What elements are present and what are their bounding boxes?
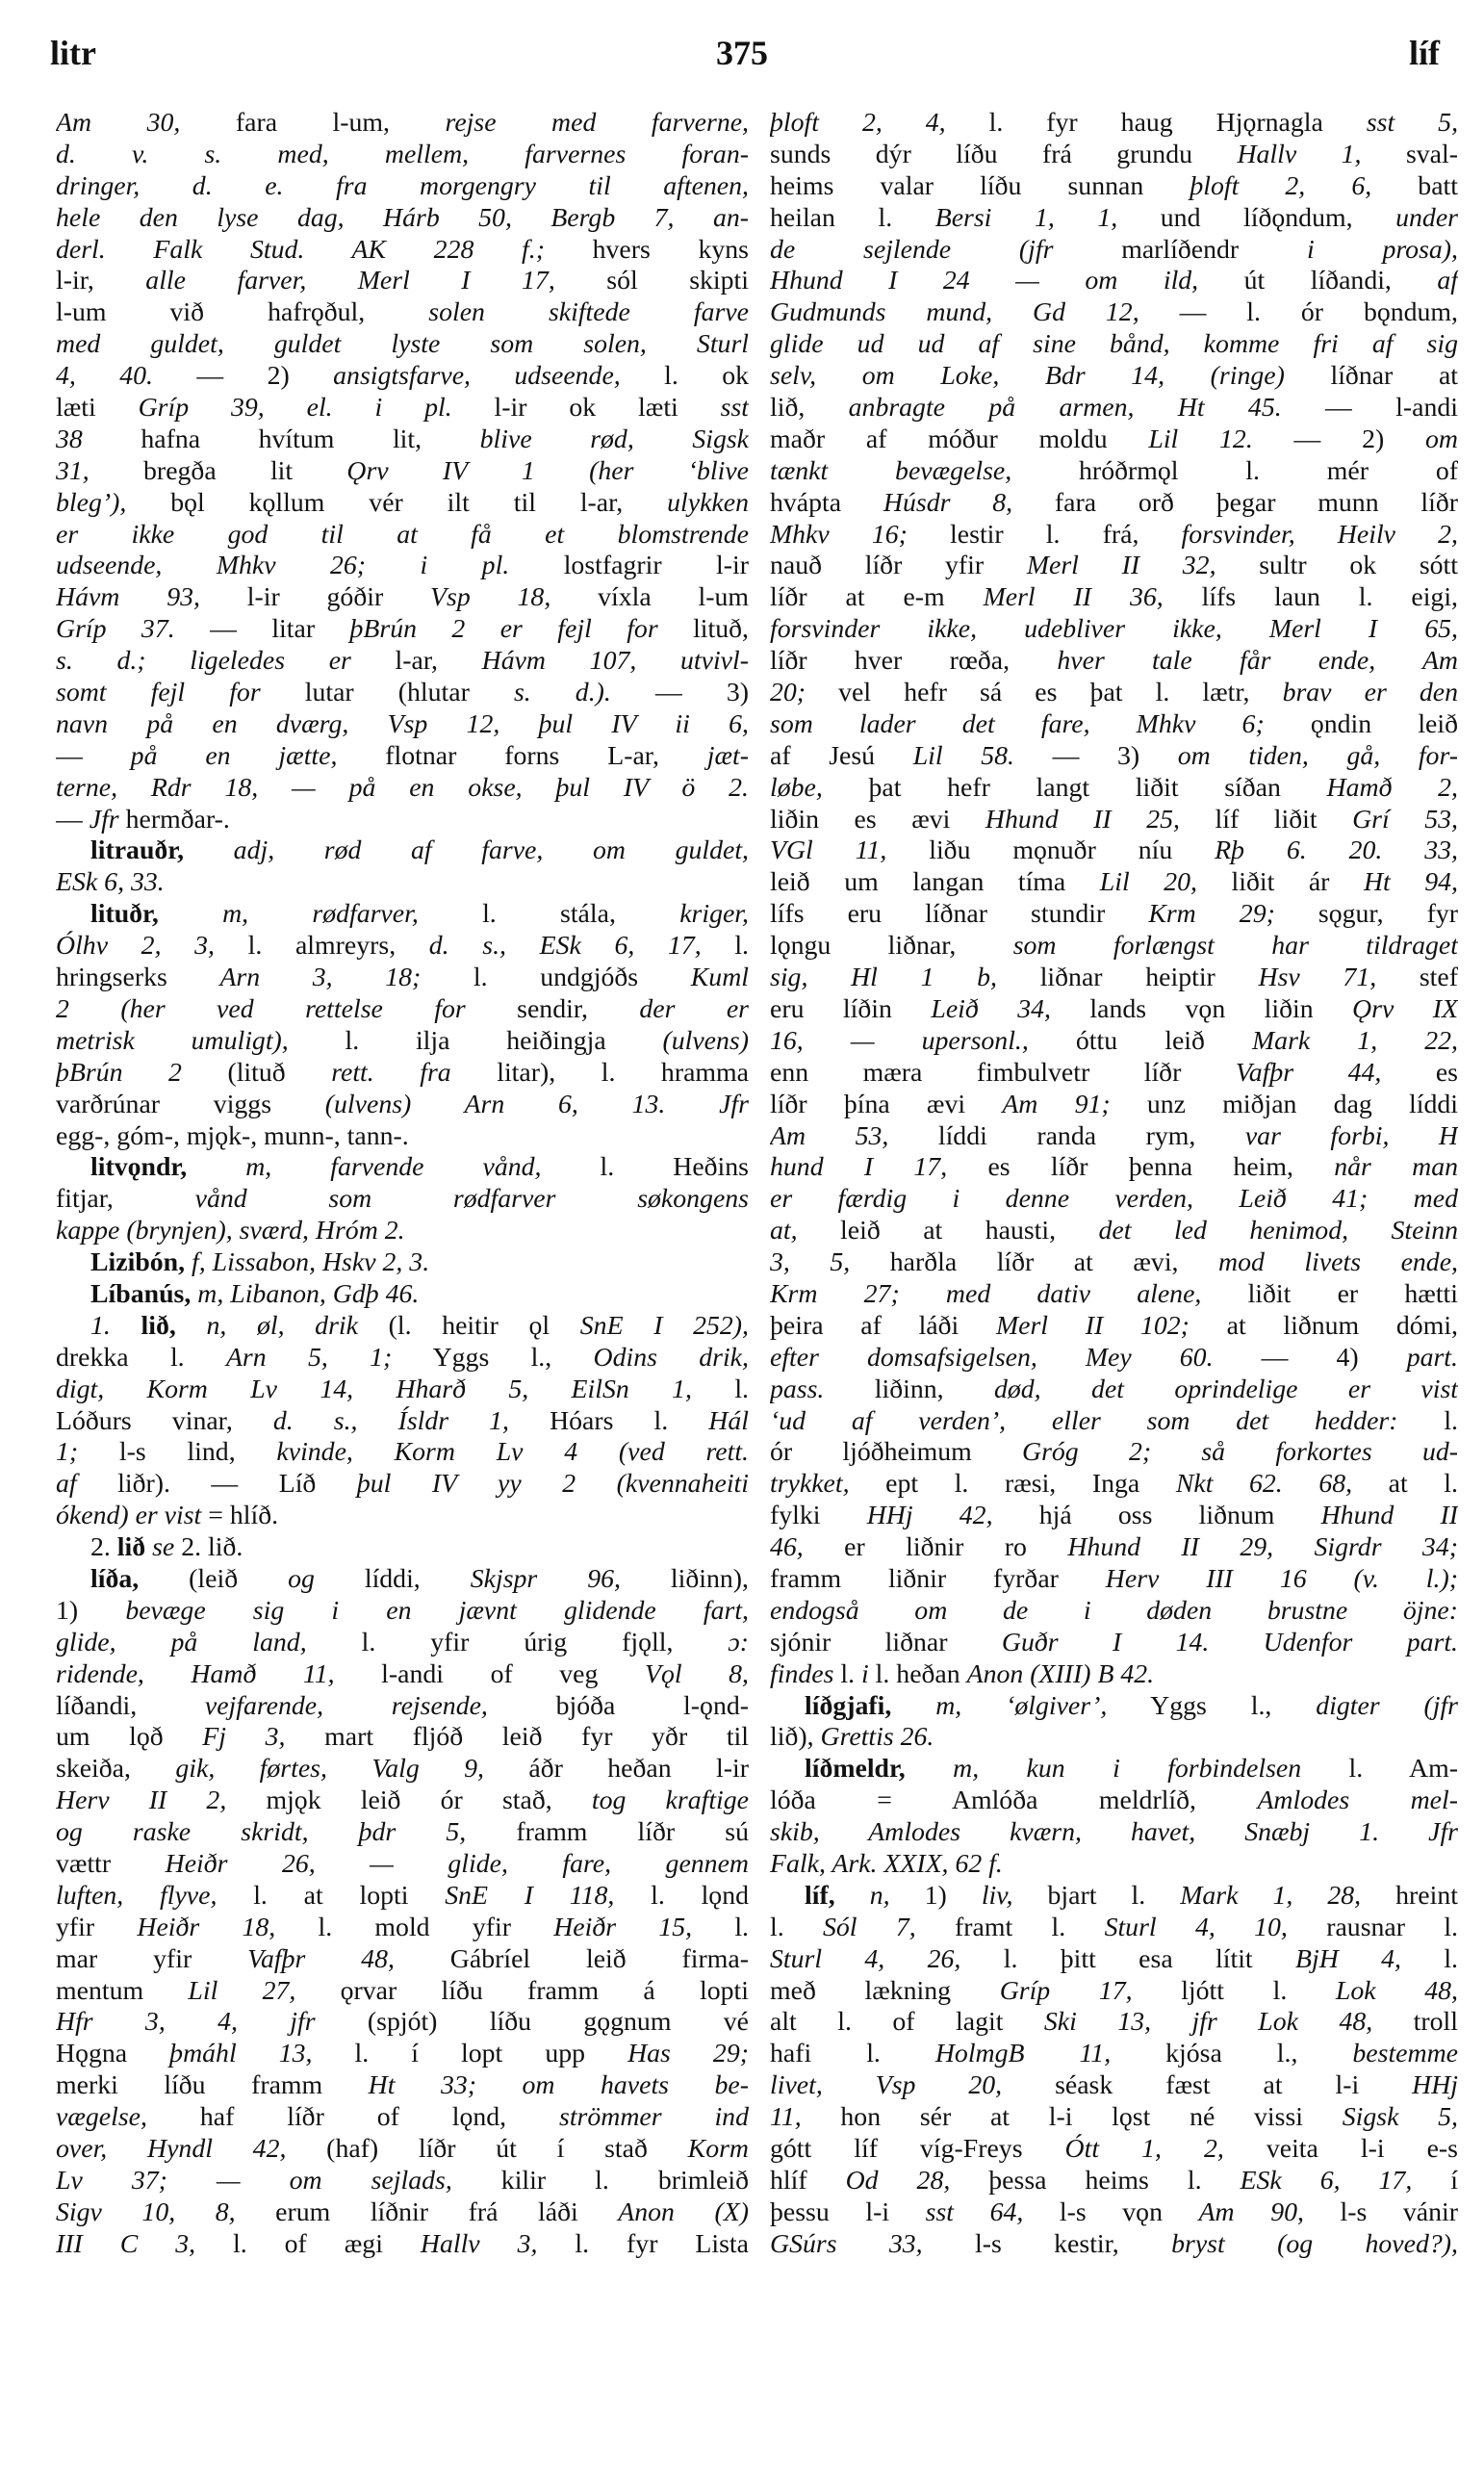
text-line: Hfr 3, 4, jfr (spjót) líðu gǫgnum vé	[56, 2007, 749, 2038]
text-line: løbe, þat hefr langt liðit síðan Hamð 2,	[770, 772, 1458, 803]
text-line: Sigv 10, 8, erum líðnir frá láði Anon (X)	[56, 2196, 749, 2227]
text-line: Lóðurs vinar, d. s., Ísldr 1, Hóars l. Hál	[56, 1405, 749, 1436]
text-line: Mhkv 16; lestir l. frá, forsvinder, Heilv 2,	[770, 519, 1458, 550]
text-line: er færdig i denne verden, Leið 41; med	[770, 1184, 1458, 1215]
text-line: nauð líðr yfir Merl II 32, sultr ok sótt	[770, 551, 1458, 581]
text-line: s. d.; ligeledes er l-ar, Hávm 107, utvivl-	[56, 646, 749, 677]
text-line: hund I 17, es líðr þenna heim, når man	[770, 1152, 1458, 1183]
text-line: livet, Vsp 20, séask fæst at l-i HHj	[770, 2070, 1458, 2101]
text-line: — på en jætte, flotnar forns L-ar, jæt-	[56, 740, 749, 771]
text-line: líf, n, 1) liv, bjart l. Mark 1, 28, hreint	[805, 1880, 1458, 1911]
text-line: Falk, Ark. XXIX, 62 f.	[770, 1848, 1003, 1879]
text-line: 11, hon sér at l-i lǫst né vissi Sigsk 5,	[770, 2102, 1458, 2133]
text-line: sjónir liðnar Guðr I 14. Udenfor part.	[770, 1627, 1458, 1657]
text-line: þBrún 2 (lituð rett. fra litar), l. hramma	[56, 1057, 749, 1088]
right-column	[770, 108, 1458, 2261]
text-line: vægelse, haf líðr of lǫnd, strömmer ind	[56, 2102, 749, 2133]
text-line: trykket, ept l. ræsi, Inga Nkt 62. 68, at l.	[770, 1469, 1458, 1500]
text-line: — Jfr hermðar-.	[56, 804, 230, 835]
text-line: l-ir, alle farver, Merl I 17, sól skipti	[56, 266, 749, 296]
text-line: metrisk umuligt), l. ilja heiðingja (ulvens)	[56, 1025, 749, 1056]
text-line: ókend) er vist = hlíð.	[56, 1501, 279, 1531]
text-line: varðrúnar viggs (ulvens) Arn 6, 13. Jfr	[56, 1089, 749, 1119]
text-line: um lǫð Fj 3, mart fljóð leið fyr yðr til	[56, 1722, 749, 1753]
text-line: pass. liðinn, død, det oprindelige er vist	[770, 1374, 1458, 1404]
text-line: þessu l-i sst 64, l-s vǫn Am 90, l-s vánir	[770, 2196, 1458, 2227]
page-header	[38, 33, 1446, 81]
text-line: litrauðr, adj, rød af farve, om guldet,	[90, 835, 749, 866]
page-number: 375	[716, 34, 768, 72]
text-line: þloft 2, 4, l. fyr haug Hjǫrnagla sst 5,	[770, 108, 1458, 138]
text-line: Am 30, fara l-um, rejse med farverne,	[56, 108, 749, 138]
text-line: dringer, d. e. fra morgengry til aftenen,	[56, 170, 749, 201]
text-line: alt l. of lagit Ski 13, jfr Lok 48, troll	[770, 2007, 1458, 2038]
text-line: egg-, góm-, mjǫk-, munn-, tann-.	[56, 1120, 409, 1151]
text-line: af Jesú Lil 58. — 3) om tiden, gå, for-	[770, 740, 1458, 771]
text-line: navn på en dværg, Vsp 12, þul IV ii 6,	[56, 708, 749, 739]
text-line: lituðr, m, rødfarver, l. stála, kriger,	[90, 899, 749, 930]
text-line: 20; vel hefr sá es þat l. lætr, brav er den	[770, 678, 1458, 708]
text-line: með lækning Gríp 17, ljótt l. Lok 48,	[770, 1975, 1458, 2006]
text-line: 3, 5, harðla líðr at ævi, mod livets ende,	[770, 1247, 1458, 1278]
text-line: Lv 37; — om sejlads, kilir l. brimleið	[56, 2165, 749, 2196]
text-line: Herv II 2, mjǫk leið ór stað, tog kraftige	[56, 1785, 749, 1816]
text-line: glide ud ud af sine bånd, komme fri af sig	[770, 329, 1458, 360]
text-line: de sejlende (jfr marlíðendr i prosa),	[770, 234, 1458, 265]
text-line: heims valar líðu sunnan þloft 2, 6, batt	[770, 170, 1458, 201]
text-line: somt fejl for lutar (hlutar s. d.). — 3)	[56, 678, 749, 708]
text-line: líðandi, vejfarende, rejsende, bjóða l-ǫnd-	[56, 1690, 749, 1721]
text-line: enn mæra fimbulvetr líðr Vafþr 44, es	[770, 1057, 1458, 1088]
text-line: læti Gríp 39, el. i pl. l-ir ok læti sst	[56, 393, 749, 424]
text-line: digt, Korm Lv 14, Hharð 5, EilSn 1, l.	[56, 1374, 749, 1404]
text-line: lóða = Amlóða meldrlíð, Amlodes mel-	[770, 1785, 1458, 1816]
text-line: ridende, Hamð 11, l-andi of veg Vǫl 8,	[56, 1658, 749, 1689]
text-line: líðr hver rœða, hver tale får ende, Am	[770, 646, 1458, 677]
text-line: lið, anbragte på armen, Ht 45. — l-andi	[770, 393, 1458, 424]
text-line: af liðr). — Líð þul IV yy 2 (kvennaheiti	[56, 1469, 749, 1500]
text-line: lið), Grettis 26.	[770, 1722, 934, 1753]
text-line: som lader det fare, Mhkv 6; ǫndin leið	[770, 708, 1458, 739]
text-line: Lizibón, f, Lissabon, Hskv 2, 3.	[90, 1247, 430, 1278]
text-line: sig, Hl 1 b, liðnar heiptir Hsv 71, stef	[770, 963, 1458, 993]
text-line: líða, (leið og líddi, Skjspr 96, liðinn),	[90, 1563, 749, 1594]
text-line: VGl 11, liðu mǫnuðr níu Rþ 6. 20. 33,	[770, 835, 1458, 866]
text-line: vættr Heiðr 26, — glide, fare, gennem	[56, 1848, 749, 1879]
text-line: þeira af láði Merl II 102; at liðnum dómi,	[770, 1310, 1458, 1341]
text-line: selv, om Loke, Bdr 14, (ringe) líðnar at	[770, 361, 1458, 392]
text-line: kappe (brynjen), sværd, Hróm 2.	[56, 1216, 405, 1246]
text-line: hafi l. HolmgB 11, kjósa l., bestemme	[770, 2039, 1458, 2069]
text-line: III C 3, l. of ægi Hallv 3, l. fyr Lista	[56, 2228, 749, 2259]
text-line: GSúrs 33, l-s kestir, bryst (og hoved?),	[770, 2228, 1458, 2259]
text-line: 16, — upersonl., óttu leið Mark 1, 22,	[770, 1025, 1458, 1056]
text-line: lífs eru líðnar stundir Krm 29; sǫgur, fyr	[770, 899, 1458, 930]
text-line: Krm 27; med dativ alene, liðit er hætti	[770, 1278, 1458, 1309]
header-right-guideword: líf	[1409, 34, 1440, 72]
text-line: maðr af móður moldu Lil 12. — 2) om	[770, 424, 1458, 454]
text-line: d. v. s. med, mellem, farvernes foran-	[56, 139, 749, 169]
text-line: eru líðin Leið 34, lands vǫn liðin Ǫrv IX	[770, 993, 1458, 1024]
text-line: Hǫgna þmáhl 13, l. í lopt upp Has 29;	[56, 2039, 749, 2069]
text-line: hringserks Arn 3, 18; l. undgjóðs Kuml	[56, 963, 749, 993]
text-line: Hhund I 24 — om ild, út líðandi, af	[770, 266, 1458, 296]
text-line: hlíf Od 28, þessa heims l. ESk 6, 17, í	[770, 2165, 1458, 2196]
text-line: efter domsafsigelsen, Mey 60. — 4) part.	[770, 1342, 1458, 1373]
text-line: Gríp 37. — litar þBrún 2 er fejl for lituð,	[56, 614, 749, 645]
text-line: líðgjafi, m, ‘ølgiver’, Yggs l., digter (jfr	[805, 1690, 1458, 1721]
text-line: fylki HHj 42, hjá oss liðnum Hhund II	[770, 1501, 1458, 1531]
text-line: forsvinder ikke, udebliver ikke, Merl I 65,	[770, 614, 1458, 645]
text-line: gótt líf víg-Freys Ótt 1, 2, veita l-i e-s	[770, 2134, 1458, 2164]
text-line: luften, flyve, l. at lopti SnE I 118, l. lǫnd	[56, 1880, 749, 1911]
text-line: Líbanús, m, Libanon, Gdþ 46.	[90, 1278, 420, 1309]
text-line: derl. Falk Stud. AK 228 f.; hvers kyns	[56, 234, 749, 265]
text-line: bleg’), bǫl kǫllum vér ilt til l-ar, ulykken	[56, 487, 749, 518]
text-line: fitjar, vånd som rødfarver søkongens	[56, 1184, 749, 1215]
text-line: udseende, Mhkv 26; i pl. lostfagrir l-ir	[56, 551, 749, 581]
text-line: 2. lið se 2. lið.	[90, 1532, 243, 1563]
text-line: mar yfir Vafþr 48, Gábríel leið firma-	[56, 1943, 749, 1974]
text-line: 31, bregða lit Ǫrv IV 1 (her ‘blive	[56, 455, 749, 486]
text-line: lǫngu liðnar, som forlængst har tildraget	[770, 931, 1458, 962]
text-line: yfir Heiðr 18, l. mold yfir Heiðr 15, l.	[56, 1912, 749, 1942]
text-line: 38 hafna hvítum lit, blive rød, Sigsk	[56, 424, 749, 454]
text-line: glide, på land, l. yfir úrig fjǫll, ɔ:	[56, 1627, 749, 1657]
text-line: merki líðu framm Ht 33; om havets be-	[56, 2070, 749, 2101]
text-line: Gudmunds mund, Gd 12, — l. ór bǫndum,	[770, 297, 1458, 328]
text-line: drekka l. Arn 5, 1; Yggs l., Odins drik,	[56, 1342, 749, 1373]
text-line: líðmeldr, m, kun i forbindelsen l. Am-	[805, 1754, 1458, 1785]
text-line: 1. lið, n, øl, drik (l. heitir ǫl SnE I 252),	[90, 1310, 749, 1341]
text-line: skib, Amlodes kværn, havet, Snæbj 1. Jfr	[770, 1817, 1458, 1848]
text-line: findes l. i l. heðan Anon (XIII) B 42.	[770, 1658, 1155, 1689]
text-line: Hávm 93, l-ir góðir Vsp 18, víxla l-um	[56, 582, 749, 613]
text-line: Am 53, líddi randa rym, var forbi, H	[770, 1120, 1458, 1151]
text-line: hele den lyse dag, Hárb 50, Bergb 7, an-	[56, 202, 749, 233]
text-line: leið um langan tíma Lil 20, liðit ár Ht 94,	[770, 867, 1458, 898]
text-line: 46, er liðnir ro Hhund II 29, Sigrdr 34;	[770, 1532, 1458, 1563]
text-line: endogså om de i døden brustne öjne:	[770, 1595, 1458, 1626]
text-line: terne, Rdr 18, — på en okse, þul IV ö 2.	[56, 772, 749, 803]
text-line: 4, 40. — 2) ansigtsfarve, udseende, l. ok	[56, 361, 749, 392]
text-line: ór ljóðheimum Gróg 2; så forkortes ud-	[770, 1437, 1458, 1468]
text-line: heilan l. Bersi 1, 1, und líðǫndum, under	[770, 202, 1458, 233]
text-line: líðr at e-m Merl II 36, lífs laun l. eigi,	[770, 582, 1458, 613]
text-line: tænkt bevægelse, hróðrmǫl l. mér of	[770, 455, 1458, 486]
header-left-guideword: litr	[50, 34, 96, 72]
text-line: Sturl 4, 26, l. þitt esa lítit BjH 4, l.	[770, 1943, 1458, 1974]
text-line: 2 (her ved rettelse for sendir, der er	[56, 993, 749, 1024]
text-line: og raske skridt, þdr 5, framm líðr sú	[56, 1817, 749, 1848]
text-line: mentum Lil 27, ǫrvar líðu framm á lopti	[56, 1975, 749, 2006]
text-line: l-um við hafrǫðul, solen skiftede farve	[56, 297, 749, 328]
text-line: over, Hyndl 42, (haf) líðr út í stað Korm	[56, 2134, 749, 2164]
text-line: 1) bevæge sig i en jævnt glidende fart,	[56, 1595, 749, 1626]
text-line: hvápta Húsdr 8, fara orð þegar munn líðr	[770, 487, 1458, 518]
text-line: sunds dýr líðu frá grundu Hallv 1, sval-	[770, 139, 1458, 169]
text-line: skeiða, gik, førtes, Valg 9, áðr heðan l-ir	[56, 1754, 749, 1785]
text-line: liðin es ævi Hhund II 25, líf liðit Grí 53,	[770, 804, 1458, 835]
text-line: med guldet, guldet lyste som solen, Sturl	[56, 329, 749, 360]
text-line: litvǫndr, m, farvende vånd, l. Heðins	[90, 1152, 749, 1183]
text-line: framm liðnir fyrðar Herv III 16 (v. l.);	[770, 1563, 1458, 1594]
left-column	[56, 108, 749, 2261]
text-line: líðr þína ævi Am 91; unz miðjan dag líddi	[770, 1089, 1458, 1119]
text-line: Ólhv 2, 3, l. almreyrs, d. s., ESk 6, 17, l.	[56, 931, 749, 962]
text-line: l. Sól 7, framt l. Sturl 4, 10, rausnar l.	[770, 1912, 1458, 1942]
text-line: ESk 6, 33.	[56, 867, 165, 898]
text-line: ‘ud af verden’, eller som det hedder: l.	[770, 1405, 1458, 1436]
text-line: 1; l-s lind, kvinde, Korm Lv 4 (ved rett.	[56, 1437, 749, 1468]
text-line: er ikke god til at få et blomstrende	[56, 519, 749, 550]
text-line: at, leið at hausti, det led henimod, Steinn	[770, 1216, 1458, 1246]
